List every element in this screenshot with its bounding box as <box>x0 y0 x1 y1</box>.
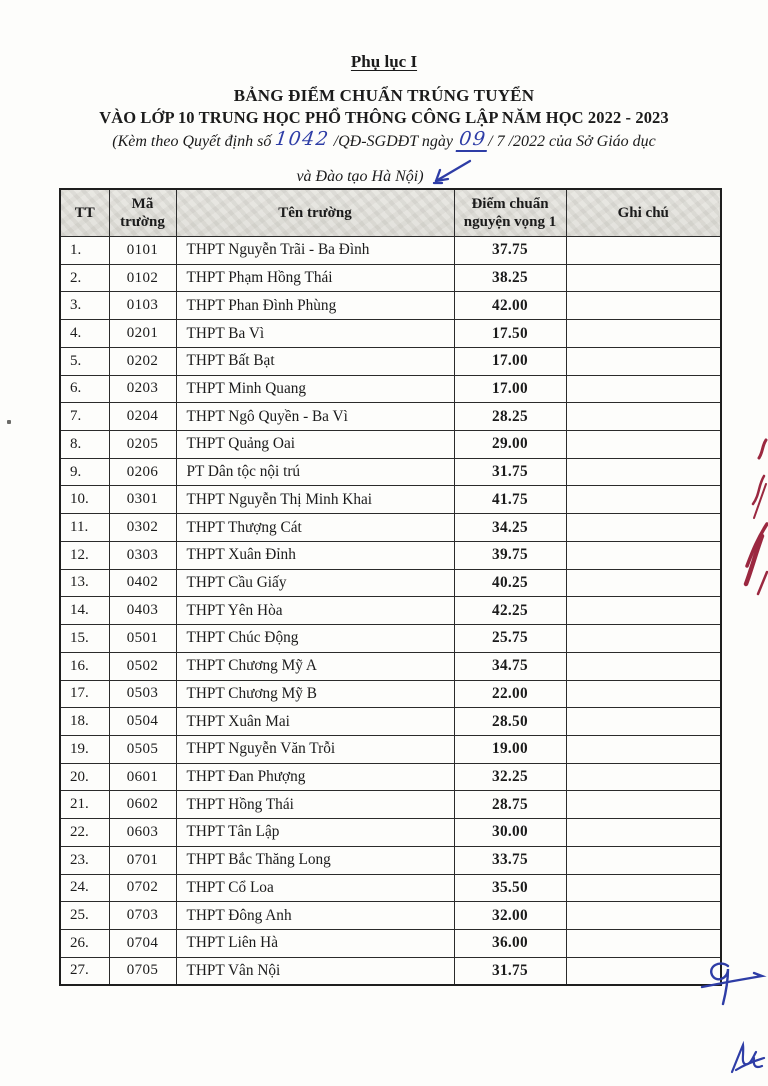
cell-note <box>566 431 721 459</box>
cell-note <box>566 541 721 569</box>
cell-score: 25.75 <box>454 625 566 653</box>
cell-school: THPT Cầu Giấy <box>176 569 454 597</box>
cell-note <box>566 819 721 847</box>
header-ma-truong: Mã trường <box>109 189 176 237</box>
header-ten-truong: Tên trường <box>176 189 454 237</box>
blue-insertion-arrow-icon <box>426 159 472 185</box>
cell-school: THPT Bắc Thăng Long <box>176 846 454 874</box>
cell-note <box>566 846 721 874</box>
cell-score: 28.50 <box>454 708 566 736</box>
cell-note <box>566 237 721 265</box>
cell-note <box>566 264 721 292</box>
cell-code: 0705 <box>109 957 176 985</box>
cell-code: 0505 <box>109 735 176 763</box>
cell-school: THPT Ba Vì <box>176 320 454 348</box>
decree-line2-text: và Đào tạo Hà Nội) <box>296 168 424 185</box>
cell-code: 0203 <box>109 375 176 403</box>
cell-note <box>566 680 721 708</box>
cell-school: THPT Xuân Đỉnh <box>176 541 454 569</box>
cell-tt: 19. <box>60 735 109 763</box>
cell-code: 0303 <box>109 541 176 569</box>
cell-score: 42.00 <box>454 292 566 320</box>
cell-tt: 15. <box>60 625 109 653</box>
cell-tt: 4. <box>60 320 109 348</box>
cell-score: 37.75 <box>454 237 566 265</box>
table-row <box>60 292 721 320</box>
cell-code: 0402 <box>109 569 176 597</box>
blue-initials-scribble-icon <box>726 1040 768 1082</box>
cell-tt: 24. <box>60 874 109 902</box>
cell-school: THPT Vân Nội <box>176 957 454 985</box>
cell-code: 0501 <box>109 625 176 653</box>
cell-tt: 16. <box>60 652 109 680</box>
cell-note <box>566 514 721 542</box>
cell-tt: 20. <box>60 763 109 791</box>
cell-school: THPT Ngô Quyền - Ba Vì <box>176 403 454 431</box>
cell-note <box>566 347 721 375</box>
cell-tt: 25. <box>60 902 109 930</box>
cell-score: 17.50 <box>454 320 566 348</box>
table-row <box>60 320 721 348</box>
cell-code: 0205 <box>109 431 176 459</box>
cell-code: 0102 <box>109 264 176 292</box>
cell-score: 40.25 <box>454 569 566 597</box>
cell-code: 0206 <box>109 458 176 486</box>
cell-score: 38.25 <box>454 264 566 292</box>
cell-school: THPT Nguyễn Văn Trỗi <box>176 735 454 763</box>
cell-score: 39.75 <box>454 541 566 569</box>
cell-score: 30.00 <box>454 819 566 847</box>
cell-school: THPT Đông Anh <box>176 902 454 930</box>
cell-tt: 9. <box>60 458 109 486</box>
table-row <box>60 902 721 930</box>
cell-score: 17.00 <box>454 375 566 403</box>
cell-score: 35.50 <box>454 874 566 902</box>
cell-note <box>566 569 721 597</box>
cell-code: 0101 <box>109 237 176 265</box>
cell-tt: 12. <box>60 541 109 569</box>
cell-school: THPT Đan Phượng <box>176 763 454 791</box>
handwritten-day: 09 <box>456 130 490 152</box>
cell-school: THPT Tân Lập <box>176 819 454 847</box>
cell-tt: 8. <box>60 431 109 459</box>
cell-score: 34.75 <box>454 652 566 680</box>
cell-score: 28.75 <box>454 791 566 819</box>
cell-school: THPT Yên Hòa <box>176 597 454 625</box>
cell-score: 32.25 <box>454 763 566 791</box>
cell-code: 0202 <box>109 347 176 375</box>
cell-score: 19.00 <box>454 735 566 763</box>
cell-tt: 6. <box>60 375 109 403</box>
cell-tt: 11. <box>60 514 109 542</box>
cell-code: 0701 <box>109 846 176 874</box>
cell-note <box>566 625 721 653</box>
cell-code: 0601 <box>109 763 176 791</box>
decree-reference-line2 <box>0 155 768 186</box>
cell-school: PT Dân tộc nội trú <box>176 458 454 486</box>
scan-speck <box>7 420 11 424</box>
cell-tt: 3. <box>60 292 109 320</box>
header-diem-chuan: Điểm chuẩn nguyện vọng 1 <box>454 189 566 237</box>
cell-school: THPT Quảng Oai <box>176 431 454 459</box>
cell-tt: 10. <box>60 486 109 514</box>
cell-code: 0103 <box>109 292 176 320</box>
table-row <box>60 347 721 375</box>
table-row <box>60 237 721 265</box>
cell-score: 36.00 <box>454 929 566 957</box>
cell-code: 0603 <box>109 819 176 847</box>
cell-school: THPT Liên Hà <box>176 929 454 957</box>
table-row <box>60 846 721 874</box>
admission-score-table <box>59 188 722 986</box>
cell-tt: 5. <box>60 347 109 375</box>
table-row <box>60 929 721 957</box>
cell-code: 0504 <box>109 708 176 736</box>
appendix-label-text: Phụ lục I <box>350 52 418 71</box>
cell-score: 42.25 <box>454 597 566 625</box>
cell-tt: 27. <box>60 957 109 985</box>
cell-note <box>566 708 721 736</box>
cell-note <box>566 874 721 902</box>
cell-code: 0702 <box>109 874 176 902</box>
header-tt: TT <box>60 189 109 237</box>
decree-reference-line1 <box>0 128 768 153</box>
table-row <box>60 819 721 847</box>
cell-tt: 18. <box>60 708 109 736</box>
cell-note <box>566 597 721 625</box>
cell-note <box>566 320 721 348</box>
header-ghi-chu: Ghi chú <box>566 189 721 237</box>
cell-note <box>566 929 721 957</box>
cell-school: THPT Bất Bạt <box>176 347 454 375</box>
table-row <box>60 486 721 514</box>
cell-tt: 2. <box>60 264 109 292</box>
cell-note <box>566 735 721 763</box>
cell-note <box>566 375 721 403</box>
cell-code: 0602 <box>109 791 176 819</box>
document-title-line1: BẢNG ĐIỂM CHUẨN TRÚNG TUYỂN <box>233 86 535 105</box>
cell-school: THPT Nguyễn Thị Minh Khai <box>176 486 454 514</box>
table-row <box>60 708 721 736</box>
cell-score: 17.00 <box>454 347 566 375</box>
cell-score: 22.00 <box>454 680 566 708</box>
cell-tt: 1. <box>60 237 109 265</box>
cell-school: THPT Hồng Thái <box>176 791 454 819</box>
cell-score: 31.75 <box>454 458 566 486</box>
cell-score: 29.00 <box>454 431 566 459</box>
cell-school: THPT Chúc Động <box>176 625 454 653</box>
table-row <box>60 874 721 902</box>
table-row <box>60 458 721 486</box>
cell-code: 0302 <box>109 514 176 542</box>
cell-code: 0204 <box>109 403 176 431</box>
cell-school: THPT Xuân Mai <box>176 708 454 736</box>
table-row <box>60 375 721 403</box>
cell-school: THPT Phan Đình Phùng <box>176 292 454 320</box>
table-header <box>60 189 721 237</box>
cell-note <box>566 902 721 930</box>
cell-code: 0301 <box>109 486 176 514</box>
cell-tt: 17. <box>60 680 109 708</box>
cell-tt: 7. <box>60 403 109 431</box>
decree-prefix: (Kèm theo Quyết định số <box>112 133 272 150</box>
cell-code: 0201 <box>109 320 176 348</box>
document-title-line2: VÀO LỚP 10 TRUNG HỌC PHỔ THÔNG CÔNG LẬP NĂM HỌC 2022 - 2023 <box>99 108 669 127</box>
table-row <box>60 514 721 542</box>
cell-tt: 21. <box>60 791 109 819</box>
table-row <box>60 763 721 791</box>
cell-school: THPT Phạm Hồng Thái <box>176 264 454 292</box>
cell-tt: 13. <box>60 569 109 597</box>
table-row <box>60 431 721 459</box>
cell-tt: 23. <box>60 846 109 874</box>
cell-score: 32.00 <box>454 902 566 930</box>
cell-note <box>566 486 721 514</box>
table-body <box>60 237 721 985</box>
cell-tt: 26. <box>60 929 109 957</box>
cell-school: THPT Chương Mỹ A <box>176 652 454 680</box>
table-row <box>60 680 721 708</box>
cell-school: THPT Minh Quang <box>176 375 454 403</box>
table-row <box>60 569 721 597</box>
cell-note <box>566 292 721 320</box>
table-header-row <box>60 189 721 237</box>
appendix-label <box>0 52 768 72</box>
cell-code: 0704 <box>109 929 176 957</box>
cell-note <box>566 403 721 431</box>
cell-score: 41.75 <box>454 486 566 514</box>
cell-code: 0703 <box>109 902 176 930</box>
cell-score: 31.75 <box>454 957 566 985</box>
cell-note <box>566 652 721 680</box>
blue-signature-squiggle-icon <box>698 958 768 1010</box>
cell-code: 0403 <box>109 597 176 625</box>
cell-tt: 22. <box>60 819 109 847</box>
handwritten-decree-number: 1042 <box>274 128 332 150</box>
table-row <box>60 652 721 680</box>
table-row <box>60 791 721 819</box>
cell-school: THPT Nguyễn Trãi - Ba Đình <box>176 237 454 265</box>
cell-school: THPT Cổ Loa <box>176 874 454 902</box>
cell-note <box>566 763 721 791</box>
cell-code: 0503 <box>109 680 176 708</box>
table-row <box>60 403 721 431</box>
cell-note <box>566 458 721 486</box>
cell-school: THPT Thượng Cát <box>176 514 454 542</box>
table-row <box>60 541 721 569</box>
table-row <box>60 597 721 625</box>
table-row <box>60 735 721 763</box>
table-row <box>60 957 721 985</box>
cell-score: 33.75 <box>454 846 566 874</box>
cell-score: 28.25 <box>454 403 566 431</box>
cell-code: 0502 <box>109 652 176 680</box>
cell-score: 34.25 <box>454 514 566 542</box>
red-ink-mark-icon <box>740 432 768 597</box>
table-row <box>60 625 721 653</box>
cell-note <box>566 791 721 819</box>
decree-mid: /QĐ-SGDĐT ngày <box>333 133 453 150</box>
cell-school: THPT Chương Mỹ B <box>176 680 454 708</box>
table-row <box>60 264 721 292</box>
cell-tt: 14. <box>60 597 109 625</box>
decree-suffix: / 7 /2022 của Sở Giáo dục <box>488 133 656 150</box>
